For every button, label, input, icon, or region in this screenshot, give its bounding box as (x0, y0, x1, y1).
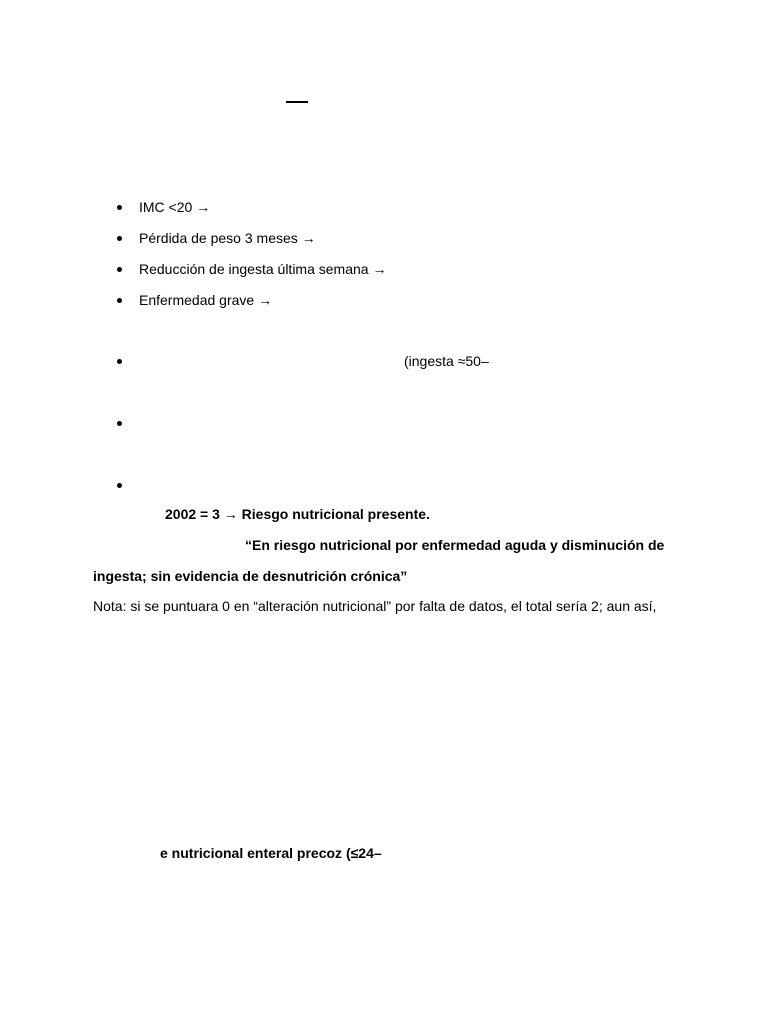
bullet-marker (117, 205, 122, 210)
list-item: Reducción de ingesta última semana → (139, 261, 387, 277)
bullet-marker (117, 421, 122, 426)
total-score-line: 2002 = 3 → Riesgo nutricional presente. (165, 506, 430, 522)
list-item: Pérdida de peso 3 meses → (139, 230, 316, 246)
bullet-marker (117, 298, 122, 303)
bullet-marker (117, 359, 122, 364)
recommendation-fragment: e nutricional enteral precoz (≤24– (160, 845, 382, 861)
note-paragraph: Nota: si se puntuara 0 en “alteración nutricional” por falta de datos, el total sería 2; aun así, (93, 598, 657, 614)
bullet-marker (117, 236, 122, 241)
list-item: Enfermedad grave → (139, 292, 273, 308)
bullet-marker (117, 483, 122, 488)
heading-dash (286, 101, 308, 103)
bullet-marker (117, 267, 122, 272)
diagnosis-line: “En riesgo nutricional por enfermedad aguda y disminución de (245, 537, 665, 553)
partial-text: (ingesta ≈50– (404, 353, 489, 369)
list-item: IMC <20 → (139, 199, 211, 215)
diagnosis-line: ingesta; sin evidencia de desnutrición crónica” (93, 568, 408, 584)
